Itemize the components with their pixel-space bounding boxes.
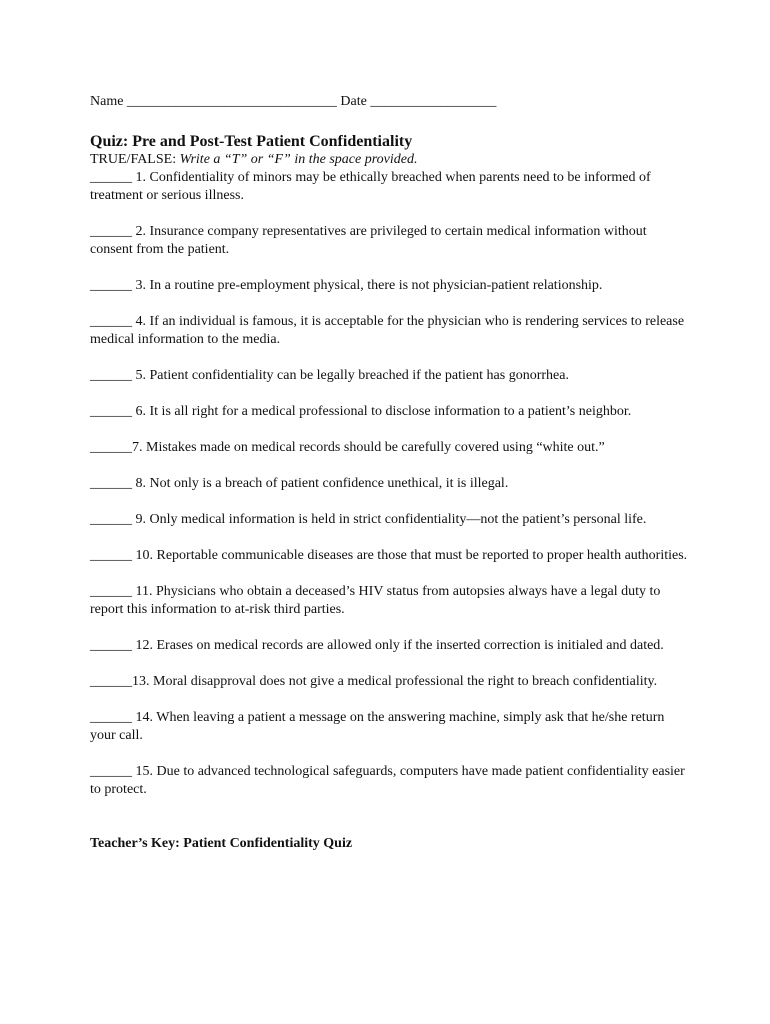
question-14: ______ 14. When leaving a patient a message on the answering machine, simply ask that he/she return your call. — [90, 710, 668, 743]
question-9: ______ 9. Only medical information is held in strict confidentiality—not the patient’s personal life. — [90, 512, 647, 527]
question-6: ______ 6. It is all right for a medical professional to disclose information to a patient’s neighbor. — [90, 404, 632, 419]
question-1: ______ 1. Confidentiality of minors may be ethically breached when parents need to be informed of treatment or serious illness. — [90, 170, 655, 203]
question-13: ______13. Moral disapproval does not give a medical professional the right to breach confidentiality. — [90, 674, 658, 689]
instructions-italic: Write a “T” or “F” in the space provided. — [179, 152, 418, 167]
question-5: ______ 5. Patient confidentiality can be legally breached if the patient has gonorrhea. — [90, 368, 569, 383]
teacher-key-heading: Teacher’s Key: Patient Confidentiality Quiz — [90, 836, 353, 851]
question-7: ______7. Mistakes made on medical records should be carefully covered using “white out.” — [90, 440, 605, 455]
question-11: ______ 11. Physicians who obtain a deceased’s HIV status from autopsies always have a legal duty to report this information to at-risk third parties. — [90, 584, 664, 617]
question-8: ______ 8. Not only is a breach of patient confidence unethical, it is illegal. — [90, 476, 509, 491]
quiz-title: Quiz: Pre and Post-Test Patient Confidentiality — [90, 133, 413, 150]
question-12: ______ 12. Erases on medical records are allowed only if the inserted correction is initialed and dated. — [90, 638, 664, 653]
question-list — [90, 169, 690, 799]
question-10: ______ 10. Reportable communicable diseases are those that must be reported to proper health authorities. — [90, 548, 688, 563]
name-date-line: Name ______________________________ Date __________________ — [90, 94, 497, 109]
document-content — [90, 93, 690, 853]
question-2: ______ 2. Insurance company representatives are privileged to certain medical information without consent from the patient. — [90, 224, 651, 257]
question-3: ______ 3. In a routine pre-employment physical, there is not physician-patient relationship. — [90, 278, 603, 293]
question-4: ______ 4. If an individual is famous, it is acceptable for the physician who is rendering services to release medical information to the media. — [90, 314, 688, 347]
instructions-prefix: TRUE/FALSE: — [90, 152, 180, 167]
quiz-instructions — [90, 151, 690, 169]
question-15: ______ 15. Due to advanced technological safeguards, computers have made patient confidentiality easier to protect. — [90, 764, 689, 797]
